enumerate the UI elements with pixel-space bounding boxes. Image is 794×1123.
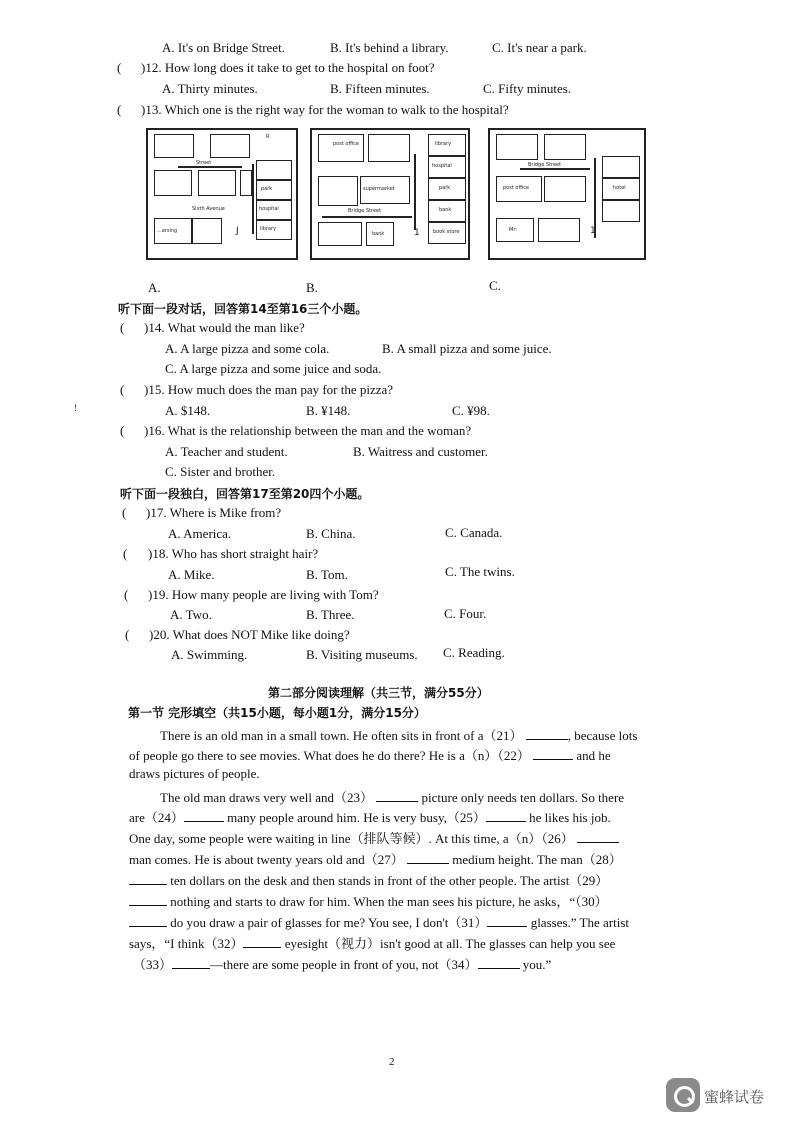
q20-question: )20. What does NOT Mike like doing? xyxy=(149,627,350,642)
section-heading-14-16: 听下面一段对话，回答第14至第16三个小题。 xyxy=(118,302,368,316)
q19-option-c: C. Four. xyxy=(444,606,487,621)
q11-option-b: B. It's behind a library. xyxy=(330,40,449,55)
q12-option-b: B. Fifteen minutes. xyxy=(330,81,430,96)
q15-option-b: B. ¥148. xyxy=(306,403,351,418)
passage-line: says，“I think（32） eyesight（视力）isn't good at all. The glasses can help you see xyxy=(129,936,616,951)
answer-paren: ( xyxy=(122,505,127,520)
q15-option-c: C. ¥98. xyxy=(452,403,490,418)
answer-paren: ( xyxy=(124,587,129,602)
q16-option-a: A. Teacher and student. xyxy=(165,444,288,459)
map-label-a: A. xyxy=(148,280,161,295)
q20-option-a: A. Swimming. xyxy=(171,647,248,662)
q17-option-c: C. Canada. xyxy=(445,525,503,540)
map-c-bottom: Mr: xyxy=(509,227,517,233)
q16-option-b: B. Waitress and customer. xyxy=(353,444,488,459)
stray-mark: ! xyxy=(74,403,77,413)
passage-line: One day, some people were waiting in line（排队等候）. At this time, a（n）（26） xyxy=(129,828,619,847)
map-a-avenue: Sixth Avenue xyxy=(192,206,225,212)
map-b-bank2: bank xyxy=(372,231,385,237)
map-b-supermarket: supermarket xyxy=(363,186,395,192)
map-label-b: B. xyxy=(306,280,318,295)
answer-paren: ( xyxy=(125,627,130,642)
q16-option-c: C. Sister and brother. xyxy=(165,464,276,479)
q20-option-b: B. Visiting museums. xyxy=(306,647,418,662)
q18-option-c: C. The twins. xyxy=(445,564,515,579)
q12-option-a: A. Thirty minutes. xyxy=(162,81,258,96)
passage-line: ten dollars on the desk and then stands in front of the other people. The artist（29） xyxy=(129,870,608,889)
watermark-logo-icon xyxy=(666,1078,700,1112)
passage-line: draws pictures of people. xyxy=(129,766,260,781)
map-a-library: library xyxy=(260,226,277,232)
map-a-bottom: ...arsing xyxy=(157,228,178,234)
passage-line: nothing and starts to draw for him. When the man sees his picture, he asks，“（30） xyxy=(129,891,608,910)
answer-paren: ( xyxy=(123,546,128,561)
q13-question: )13. Which one is the right way for the woman to walk to the hospital? xyxy=(141,102,509,117)
part2-title: 第二部分阅读理解（共三节，满分55分） xyxy=(268,686,489,700)
q14-option-a: A. A large pizza and some cola. xyxy=(165,341,330,356)
q14-option-b: B. A small pizza and some juice. xyxy=(382,341,552,356)
map-b-hospital: hospital xyxy=(432,163,452,169)
map-b-digit: 1 xyxy=(414,228,420,238)
map-b-post: post office xyxy=(333,141,360,147)
q18-question: )18. Who has short straight hair? xyxy=(148,546,319,561)
map-a: R Street park hospital library Sixth Avenue ...arsing J xyxy=(146,128,298,260)
map-b-park: park xyxy=(439,185,451,191)
q17-question: )17. Where is Mike from? xyxy=(146,505,282,520)
answer-paren: ( xyxy=(117,60,122,75)
map-c-bridge: Bridge Street xyxy=(528,162,562,168)
map-a-park: park xyxy=(261,186,273,192)
map-b-bookstore: book store xyxy=(433,229,460,235)
watermark-text: 蜜蜂试卷 xyxy=(704,1088,765,1106)
q19-question: )19. How many people are living with Tom? xyxy=(148,587,379,602)
q14-option-c: C. A large pizza and some juice and soda. xyxy=(165,361,382,376)
map-a-digit: J xyxy=(236,226,239,236)
map-a-hospital: hospital xyxy=(259,206,279,212)
q12-question: )12. How long does it take to get to the hospital on foot? xyxy=(141,60,435,75)
q18-option-a: A. Mike. xyxy=(168,567,215,582)
passage-line: The old man draws very well and（23） picture only needs ten dollars. So there xyxy=(160,790,625,805)
answer-paren: ( xyxy=(120,382,125,397)
q12-option-c: C. Fifty minutes. xyxy=(483,81,572,96)
map-label-c: C. xyxy=(489,278,501,293)
passage-line: are（24） many people around him. He is very busy,（25） he likes his job. xyxy=(129,810,611,825)
section1-title: 第一节 完形填空（共15小题，每小题1分，满分15分） xyxy=(128,706,426,720)
passage-line: There is an old man in a small town. He often sits in front of a（21） , because lots xyxy=(160,728,638,743)
map-c-hotel: hotel xyxy=(613,185,626,191)
passage-line: man comes. He is about twenty years old and（27） medium height. The man（28） xyxy=(129,852,622,867)
q14-question: )14. What would the man like? xyxy=(144,320,305,335)
q16-question: )16. What is the relationship between the man and the woman? xyxy=(144,423,472,438)
q11-option-c: C. It's near a park. xyxy=(492,40,587,55)
passage-line: （33） —there are some people in front of you, not（34） you.” xyxy=(133,957,552,972)
q20-option-c: C. Reading. xyxy=(443,645,505,660)
map-c-digit: 1 xyxy=(590,226,596,236)
section-heading-17-20: 听下面一段独白，回答第17至第20四个小题。 xyxy=(120,487,370,501)
map-b-bank: bank xyxy=(439,207,452,213)
q17-option-b: B. China. xyxy=(306,526,356,541)
map-c xyxy=(488,128,646,260)
q18-option-b: B. Tom. xyxy=(306,567,348,582)
answer-paren: ( xyxy=(117,102,122,117)
map-a-street-label: Street xyxy=(196,160,212,166)
q17-option-a: A. America. xyxy=(168,526,232,541)
page-number: 2 xyxy=(389,1056,395,1068)
q19-option-a: A. Two. xyxy=(170,607,212,622)
answer-paren: ( xyxy=(120,320,125,335)
q11-option-a: A. It's on Bridge Street. xyxy=(162,40,285,55)
map-b-library: library xyxy=(435,141,452,147)
passage-line: of people go there to see movies. What does he do there? He is a（n）（22） and he xyxy=(129,748,611,763)
map-c-post: post office xyxy=(503,185,530,191)
answer-paren: ( xyxy=(120,423,125,438)
map-b-bridge: Bridge Street xyxy=(348,208,382,214)
map-b xyxy=(310,128,470,260)
q15-question: )15. How much does the man pay for the pizza? xyxy=(144,382,394,397)
q19-option-b: B. Three. xyxy=(306,607,355,622)
passage-line: do you draw a pair of glasses for me? You see, I don't（31） glasses.” The artist xyxy=(129,912,629,931)
q15-option-a: A. $148. xyxy=(165,403,211,418)
